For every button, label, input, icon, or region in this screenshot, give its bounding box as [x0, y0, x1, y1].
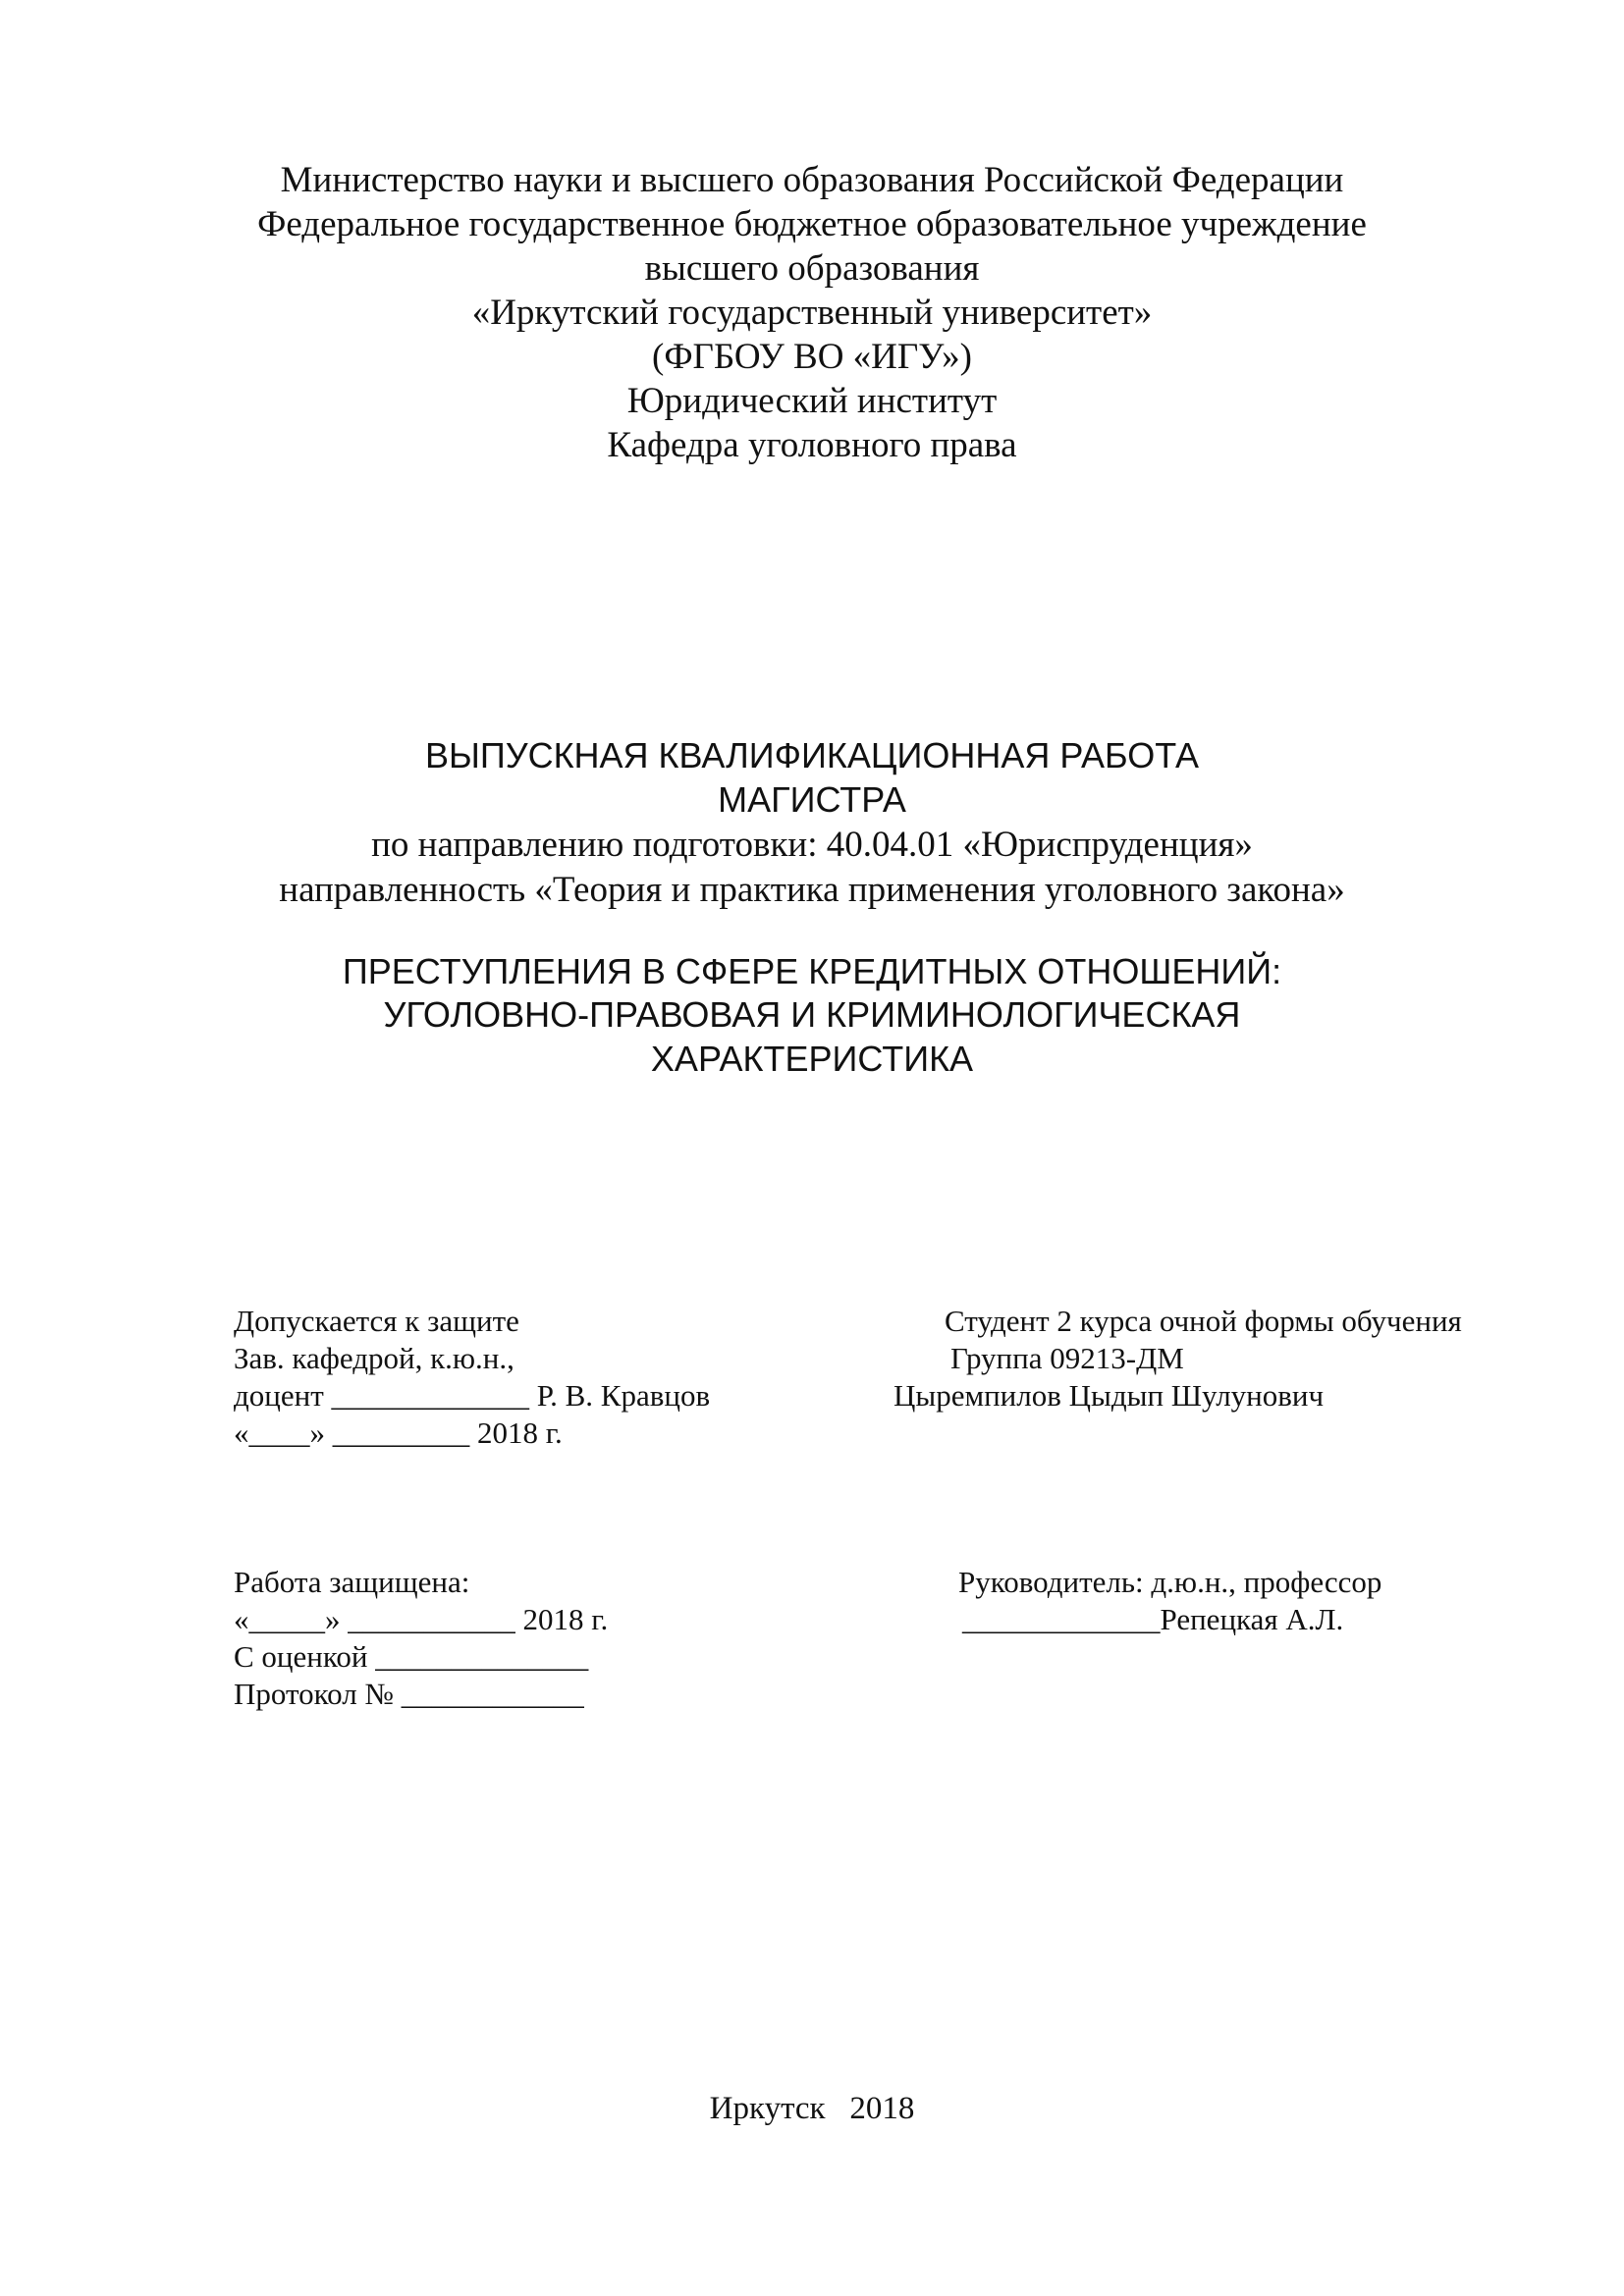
admission-line2: Зав. кафедрой, к.ю.н., — [234, 1341, 514, 1375]
institution-type-line: Федеральное государственное бюджетное образовательное учреждение — [257, 204, 1367, 244]
university-abbr-line: (ФГБОУ ВО «ИГУ») — [652, 337, 972, 377]
defense-line4: Протокол № ____________ — [234, 1677, 584, 1711]
work-direction-line: по направлению подготовки: 40.04.01 «Юриспруденция» — [371, 825, 1253, 865]
department-line: Кафедра уголовного права — [607, 425, 1017, 465]
ministry-line: Министерство науки и высшего образования Российской Федерации — [280, 160, 1344, 200]
student-line3: Цыремпилов Цыдып Шулунович — [893, 1378, 1325, 1413]
work-type-line2: МАГИСТРА — [718, 779, 906, 820]
supervisor-line2: _____________Репецкая А.Л. — [962, 1602, 1344, 1636]
defense-line1: Работа защищена: — [234, 1565, 470, 1599]
work-profile-line: направленность «Теория и практика применения уголовного закона» — [279, 870, 1345, 910]
defense-line2: «_____» ___________ 2018 г. — [234, 1602, 609, 1636]
topic-line2: УГОЛОВНО-ПРАВОВАЯ И КРИМИНОЛОГИЧЕСКАЯ — [383, 994, 1241, 1035]
admission-line3: доцент _____________ Р. В. Кравцов — [234, 1378, 711, 1413]
footer-city-year — [0, 2093, 1624, 2125]
university-line: «Иркутский государственный университет» — [471, 293, 1153, 333]
admission-line1: Допускается к защите — [234, 1304, 519, 1338]
defense-line3: С оценкой ______________ — [234, 1639, 589, 1674]
student-line2: Группа 09213-ДМ — [950, 1341, 1184, 1375]
admission-line4: «____» _________ 2018 г. — [234, 1415, 563, 1450]
footer-city-year-text: Иркутск 2018 — [709, 2091, 915, 2126]
work-type-line1: ВЫПУСКНАЯ КВАЛИФИКАЦИОННАЯ РАБОТА — [424, 735, 1200, 775]
institution-level-line: высшего образования — [644, 248, 980, 289]
supervisor-line1: Руководитель: д.ю.н., профессор — [958, 1565, 1382, 1599]
topic-line3: ХАРАКТЕРИСТИКА — [650, 1039, 974, 1079]
student-line1: Студент 2 курса очной формы обучения — [945, 1304, 1462, 1338]
institute-line: Юридический институт — [626, 381, 998, 421]
topic-line1: ПРЕСТУПЛЕНИЯ В СФЕРЕ КРЕДИТНЫХ ОТНОШЕНИЙ: — [342, 951, 1282, 991]
